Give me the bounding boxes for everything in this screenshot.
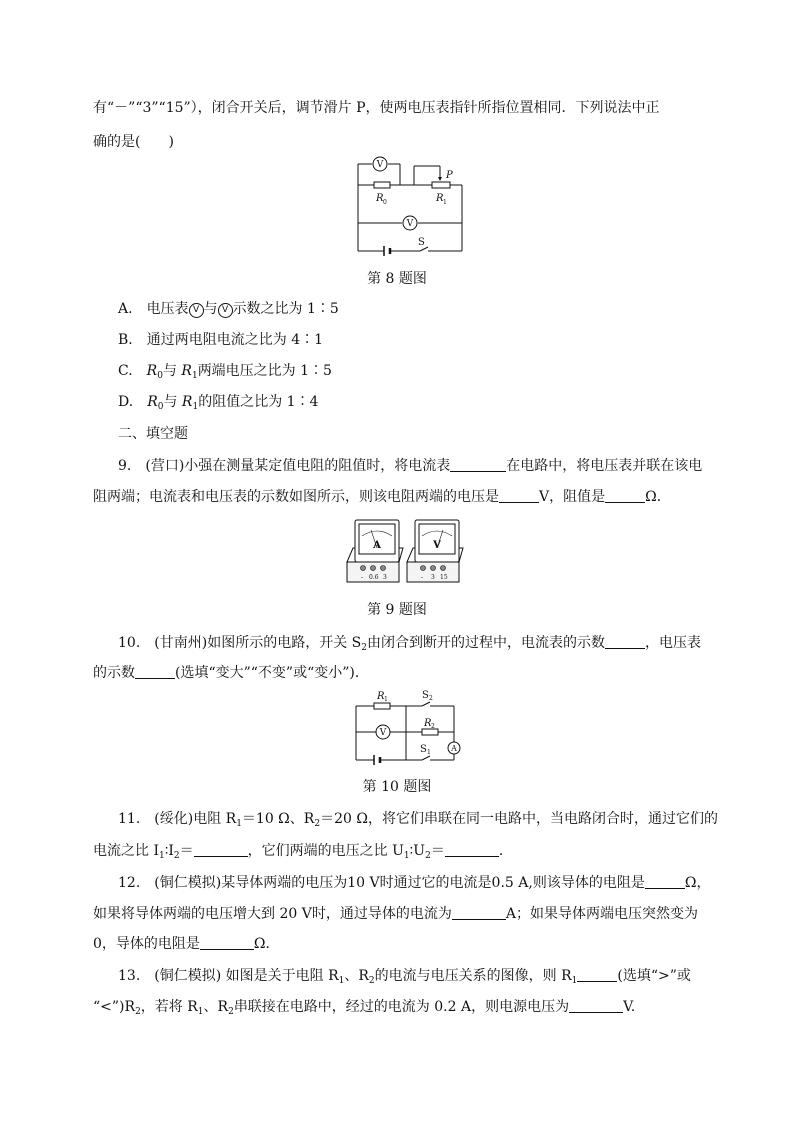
fig10-a: A bbox=[451, 744, 457, 753]
figure-10-circuit bbox=[350, 688, 465, 768]
q11-text-f: ＝ bbox=[179, 843, 194, 859]
q13-line-2 bbox=[93, 997, 635, 1022]
section-heading: 二、填空题 bbox=[118, 426, 188, 442]
q13-r2b-sub: 2 bbox=[135, 1007, 141, 1017]
q13-r1b-sub: 1 bbox=[571, 976, 578, 986]
q9-text-a: 9. (营口)小强在测量某定值电阻的阻值时，将电流表 bbox=[118, 458, 451, 474]
voltmeter-letter: V bbox=[433, 540, 441, 551]
q11-r1-sub: 1 bbox=[236, 819, 242, 829]
q11-text-i: ＝ bbox=[430, 843, 445, 859]
voltmeter-v1-icon: V bbox=[189, 303, 204, 318]
fig8-r0-sub: 0 bbox=[383, 199, 387, 206]
q11-text-b: ＝10 Ω、R bbox=[241, 811, 315, 827]
q12-text-d: A；如果导体两端电压突然变为 bbox=[505, 906, 698, 922]
option-c-r1-sub: 1 bbox=[191, 371, 198, 381]
q11-text-g: ，它们两端的电压之比 U bbox=[247, 843, 404, 859]
option-d-letter: D. bbox=[118, 394, 134, 410]
fig8-v-mid: V bbox=[406, 219, 414, 229]
option-c-r0: R bbox=[146, 363, 158, 379]
q9-text-d: V，阻值是 bbox=[539, 489, 606, 505]
q13-text-e: “<”)R bbox=[93, 999, 136, 1015]
q8-option-b: B. 通过两电阻电流之比为 4∶1 bbox=[118, 332, 324, 348]
voltmeter-term-neg: - bbox=[421, 574, 424, 581]
q11-text-j: ． bbox=[498, 843, 513, 859]
q9-blank-3[interactable] bbox=[605, 488, 645, 503]
q13-text-f: ，若将 R bbox=[140, 999, 198, 1015]
option-c-r0-sub: 0 bbox=[157, 371, 163, 381]
q12-text-b: Ω， bbox=[684, 875, 711, 891]
q13-line-1 bbox=[118, 966, 691, 991]
fig10-s2-sub: 2 bbox=[429, 695, 433, 702]
q10-line-2 bbox=[93, 663, 369, 683]
fig8-r0: R bbox=[376, 193, 384, 204]
figure-8-caption: 第 8 题图 bbox=[367, 271, 427, 287]
option-c-mid: 与 bbox=[162, 363, 177, 379]
voltmeter-term-3: 3 bbox=[431, 574, 435, 581]
q12-line-1 bbox=[118, 873, 710, 893]
q9-text-c: 阻两端；电流表和电压表的示数如图所示，则该电阻两端的电压是 bbox=[93, 489, 499, 505]
option-d-r1-sub: 1 bbox=[192, 402, 199, 412]
q9-blank-2[interactable] bbox=[499, 488, 539, 503]
ammeter-term-3: 3 bbox=[383, 574, 387, 581]
q13-text-d: (选填“>”或 bbox=[617, 968, 691, 984]
q13-r1c-sub: 1 bbox=[197, 1007, 204, 1017]
q13-text-g: 、R bbox=[203, 999, 229, 1015]
q13-r2c-sub: 2 bbox=[228, 1007, 234, 1017]
option-d-mid: 与 bbox=[163, 394, 178, 410]
q9-line-2 bbox=[93, 487, 671, 507]
q12-text-f: Ω． bbox=[253, 936, 280, 952]
q11-text-h: ∶U bbox=[409, 843, 426, 859]
q8-line-1: 有“－”“3”“15”），闭合开关后，调节滑片 P，使两电压表指针所指位置相同．下列说法中正 bbox=[93, 100, 660, 116]
fig10-s1-sub: 1 bbox=[427, 749, 431, 756]
option-a-post: 示数之比为 1∶5 bbox=[232, 301, 339, 317]
fig10-v: V bbox=[379, 728, 387, 738]
fig10-s2: S bbox=[422, 690, 429, 701]
option-d-r0-sub: 0 bbox=[157, 402, 164, 412]
option-a-mid: 与 bbox=[203, 301, 218, 317]
q8-option-d bbox=[118, 392, 318, 417]
q12-text-c: 如果将导体两端的电压增大到 20 V时，通过导体的电流为 bbox=[93, 906, 452, 922]
q8-option-c bbox=[118, 361, 332, 386]
q10-text-a: 10. (甘南州)如图所示的电路，开关 S bbox=[118, 635, 362, 651]
ammeter-letter: A bbox=[373, 540, 381, 551]
q10-blank-2[interactable] bbox=[135, 664, 175, 679]
q9-blank-1[interactable] bbox=[450, 457, 506, 472]
fig10-r1: R bbox=[377, 691, 385, 702]
q12-blank-1[interactable] bbox=[645, 874, 685, 889]
q11-i1-sub: 1 bbox=[158, 851, 165, 861]
q13-text-b: 、R bbox=[344, 968, 369, 984]
fig8-s: S bbox=[418, 237, 425, 248]
option-c-letter: C. bbox=[118, 363, 133, 379]
option-c-post: 两端电压之比为 1∶5 bbox=[197, 363, 332, 379]
q11-u2-sub: 2 bbox=[425, 851, 431, 861]
fig10-r2-sub: 2 bbox=[431, 723, 435, 730]
fig8-p: P bbox=[446, 170, 453, 181]
option-d-r1: R bbox=[181, 394, 193, 410]
q11-text-e: ∶I bbox=[164, 843, 174, 859]
figure-9-meters bbox=[343, 518, 467, 586]
q12-blank-3[interactable] bbox=[200, 935, 254, 950]
figure-9-caption: 第 9 题图 bbox=[367, 602, 427, 618]
q10-blank-1[interactable] bbox=[605, 634, 645, 649]
q13-text-i: V. bbox=[623, 999, 636, 1015]
q12-line-2 bbox=[93, 904, 698, 924]
voltmeter-term-15: 15 bbox=[440, 574, 448, 581]
q11-i2-sub: 2 bbox=[173, 851, 180, 861]
q10-text-d: 的示数 bbox=[93, 665, 135, 681]
q11-blank-2[interactable] bbox=[445, 842, 499, 857]
fig10-s1: S bbox=[420, 744, 427, 755]
q13-blank-2[interactable] bbox=[569, 998, 623, 1013]
q11-line-1 bbox=[118, 809, 718, 834]
q11-blank-1[interactable] bbox=[194, 842, 248, 857]
q11-r2-sub: 2 bbox=[314, 819, 321, 829]
q13-text-h: 串联接在电路中，经过的电流为 0.2 A，则电源电压为 bbox=[233, 999, 570, 1015]
q13-text-c: 的电流与电压关系的图像，则 R bbox=[374, 968, 572, 984]
q12-line-3 bbox=[93, 934, 280, 954]
q11-text-c: ＝20 Ω，将它们串联在同一电路中，当电路闭合时，通过它们的 bbox=[320, 811, 718, 827]
q12-text-a: 12. (铜仁模拟)某导体两端的电压为10 V时通过它的电流是0.5 A,则该导体的电阻是 bbox=[118, 875, 645, 891]
q10-s2-sub: 2 bbox=[361, 643, 367, 653]
voltmeter-v2-icon: V bbox=[218, 303, 233, 318]
q10-text-b: 由闭合到断开的过程中，电流表的示数 bbox=[366, 635, 605, 651]
option-a-pre: 电压表 bbox=[146, 301, 189, 317]
q10-line-1 bbox=[118, 633, 701, 658]
figure-8-circuit bbox=[350, 155, 470, 259]
option-d-r0: R bbox=[147, 394, 158, 410]
q11-text-a: 11. (绥化)电阻 R bbox=[118, 811, 237, 827]
q9-line-1 bbox=[118, 456, 702, 476]
q12-blank-2[interactable] bbox=[452, 905, 506, 920]
q13-r2-sub: 2 bbox=[368, 976, 375, 986]
option-d-post: 的阻值之比为 1∶4 bbox=[198, 394, 319, 410]
q11-text-d: 电流之比 I bbox=[93, 843, 159, 859]
fig8-r1-sub: 1 bbox=[443, 199, 447, 206]
q9-text-b: 在电路中，将电压表并联在该电 bbox=[506, 458, 703, 474]
q10-text-e: (选填“变大”“不变”或“变小”)． bbox=[175, 665, 369, 681]
q13-r1-sub: 1 bbox=[338, 976, 345, 986]
q10-text-c: ，电压表 bbox=[644, 635, 701, 651]
fig8-v-top: V bbox=[376, 160, 384, 170]
q9-text-e: Ω． bbox=[645, 489, 671, 505]
option-a-letter: A. bbox=[118, 301, 133, 317]
ammeter-term-neg: - bbox=[361, 574, 364, 581]
fig8-r1: R bbox=[436, 193, 444, 204]
q12-text-e: 0，导体的电阻是 bbox=[93, 936, 200, 952]
figure-10-caption: 第 10 题图 bbox=[362, 779, 432, 795]
q8-option-a bbox=[118, 299, 339, 319]
fig10-r1-sub: 1 bbox=[384, 696, 388, 703]
q13-text-a: 13. (铜仁模拟) 如图是关于电阻 R bbox=[118, 968, 339, 984]
option-c-r1: R bbox=[181, 363, 192, 379]
q11-line-2 bbox=[93, 841, 513, 866]
q8-line-2: 确的是( ) bbox=[93, 134, 174, 150]
q11-u1-sub: 1 bbox=[403, 851, 410, 861]
fig10-r2: R bbox=[424, 718, 432, 729]
ammeter-term-06: 0.6 bbox=[369, 574, 379, 581]
q13-blank-1[interactable] bbox=[577, 967, 617, 982]
